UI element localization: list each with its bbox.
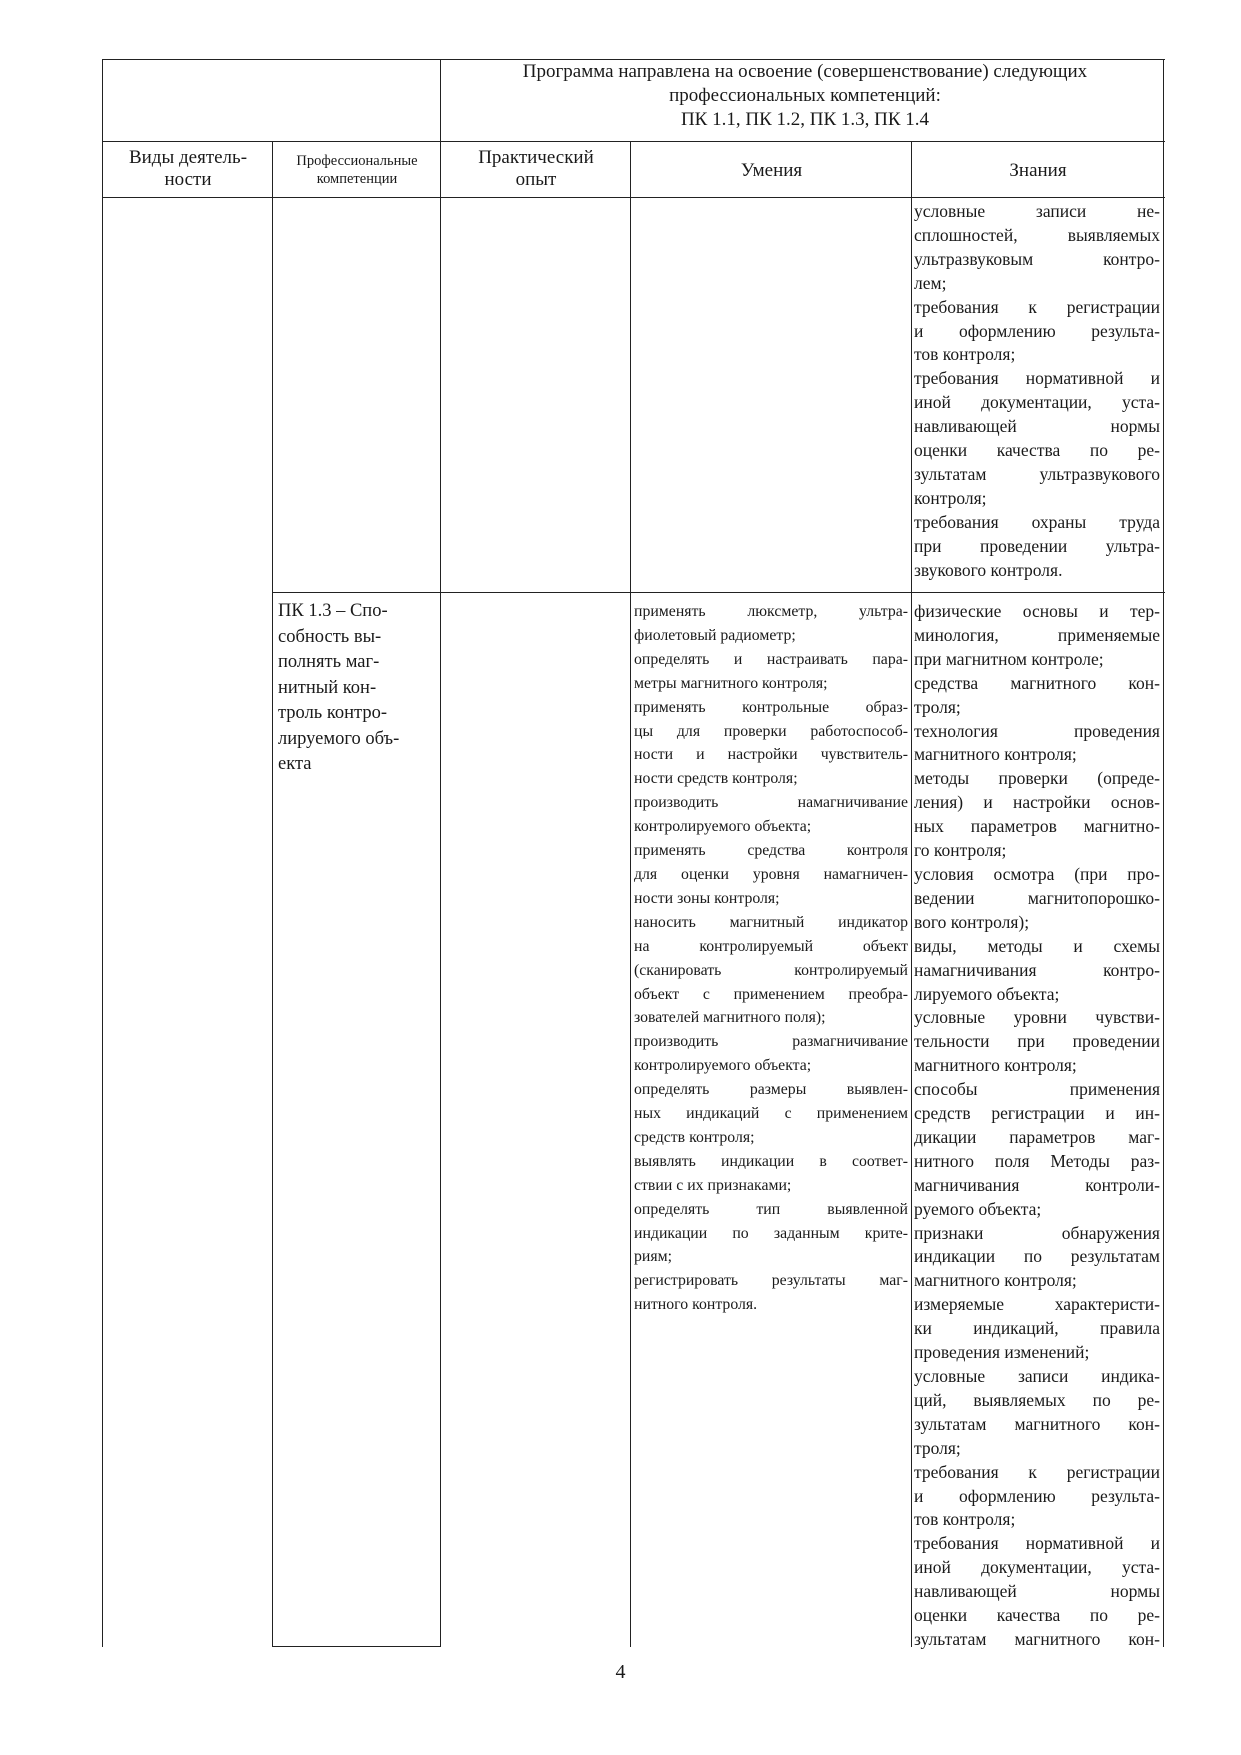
row1-knowledge-line: сплошностей, выявляемых [914, 224, 1160, 245]
row2-skills-line: ности средств контроля; [634, 770, 798, 788]
row2-knowledge-line: троля; [914, 1437, 961, 1458]
row2-knowledge-line: зультатам магнитного кон- [914, 1413, 1160, 1434]
row2-knowledge-line: руемого объекта; [914, 1198, 1042, 1219]
row1-knowledge-line: при проведении ультра- [914, 535, 1160, 556]
row2-knowledge-line: дикации параметров маг- [914, 1126, 1160, 1147]
col-divider-knowledge [911, 141, 912, 1647]
row2-skills-line: выявлять индикации в соответ- [634, 1152, 908, 1170]
row2-competence-line: лируемого объ- [278, 728, 400, 749]
row2-knowledge-line: вого контроля); [914, 911, 1030, 932]
row2-knowledge-line: способы применения [914, 1079, 1160, 1100]
row2-knowledge-line: при магнитном контроле; [914, 648, 1104, 669]
row2-skills-line: зователей магнитного поля); [634, 1009, 826, 1027]
table-right-border [1163, 59, 1164, 1647]
row2-skills-line: объект с применением преобра- [634, 985, 908, 1003]
row2-skills-line: ных индикаций с применением [634, 1105, 908, 1123]
col-divider-competence [272, 141, 273, 1647]
row2-knowledge-line: магнитного контроля; [914, 1270, 1077, 1291]
row2-knowledge-line: магнитного контроля; [914, 744, 1077, 765]
program-line-3: ПК 1.1, ПК 1.2, ПК 1.3, ПК 1.4 [680, 109, 930, 130]
row2-knowledge-line: требования нормативной и [914, 1533, 1160, 1554]
row2-skills-line: ности зоны контроля; [634, 889, 780, 907]
row2-knowledge-line: методы проверки (опреде- [914, 768, 1160, 789]
program-header [445, 60, 1165, 132]
row2-knowledge-line: го контроля; [914, 840, 1007, 861]
row2-skills-line: средств контроля; [634, 1128, 755, 1146]
row2-knowledge-line: требования к регистрации [914, 1461, 1160, 1482]
row2-knowledge-line: минология, применяемые [914, 624, 1160, 645]
row1-knowledge-line: требования охраны труда [914, 511, 1160, 532]
row2-knowledge-line: нитного поля Методы раз- [914, 1150, 1160, 1171]
row2-knowledge-line: ных параметров магнитно- [914, 816, 1160, 837]
row2-skills-line: цы для проверки работоспособ- [634, 722, 908, 740]
row2-knowledge-line: ления) и настройки основ- [914, 792, 1160, 813]
row2-knowledge-line: средства магнитного кон- [914, 672, 1160, 693]
row2-knowledge-line: навливающей нормы [914, 1581, 1160, 1602]
row2-knowledge-line: ведении магнитопорошко- [914, 887, 1160, 908]
program-line-1: Программа направлена на освоение (совершенствование) следующих [522, 61, 1088, 82]
row1-knowledge-line: лем; [914, 272, 947, 293]
header-divider-2 [102, 197, 1165, 198]
row1-knowledge-line: требования нормативной и [914, 368, 1160, 389]
row2-knowledge-line: условные записи индика- [914, 1366, 1160, 1386]
row2-knowledge-line: троля; [914, 696, 961, 717]
row2-skills-line: ствии с их признаками; [634, 1176, 792, 1194]
row1-knowledge-line: иной документации, уста- [914, 392, 1160, 413]
row2-knowledge-line: тельности при проведении [914, 1031, 1160, 1052]
row2-knowledge-cell [914, 600, 1160, 1652]
row2-skills-line: индикации по заданным крите- [634, 1224, 908, 1242]
header-divider-1 [102, 141, 1165, 142]
row2-knowledge-line: средств регистрации и ин- [914, 1103, 1160, 1124]
row2-knowledge-line: намагничивания контро- [914, 959, 1160, 980]
row1-knowledge-line: ультразвуковым контро- [914, 248, 1160, 269]
row2-knowledge-line: физические основы и тер- [914, 601, 1160, 621]
row2-knowledge-line: условные уровни чувстви- [914, 1007, 1160, 1028]
row1-knowledge-line: условные записи не- [914, 201, 1160, 221]
row1-knowledge-line: требования к регистрации [914, 296, 1160, 317]
row2-skills-line: нитного контроля. [634, 1296, 758, 1314]
row2-knowledge-line: и оформлению результа- [914, 1485, 1160, 1506]
row2-skills-line: производить размагничивание [634, 1033, 908, 1051]
row2-competence-line: собность вы- [278, 626, 382, 647]
row1-knowledge-line: контроля; [914, 487, 987, 508]
row2-knowledge-line: оценки качества по ре- [914, 1605, 1160, 1626]
row2-competence-line: троль контро- [278, 703, 388, 723]
row2-knowledge-line: магничивания контроли- [914, 1174, 1160, 1195]
row2-knowledge-line: технология проведения [914, 720, 1160, 741]
row2-knowledge-line: индикации по результатам [914, 1246, 1160, 1267]
row2-knowledge-line: признаки обнаружения [914, 1222, 1160, 1243]
row2-knowledge-line: магнитного контроля; [914, 1055, 1077, 1076]
row2-knowledge-line: условия осмотра (при про- [914, 863, 1160, 884]
col-divider-skills [630, 141, 631, 1647]
row2-skills-line: определять размеры выявлен- [634, 1081, 908, 1099]
row-divider [272, 592, 1165, 593]
col-header-competence: Профессиональные компетенции [296, 153, 418, 187]
row2-skills-line: на контролируемый объект [634, 937, 908, 955]
row1-knowledge-line: зультатам ультразвукового [914, 463, 1160, 484]
row2-skills-line: метры магнитного контроля; [634, 674, 828, 692]
row2-skills-line: применять люксметр, ультра- [634, 603, 908, 620]
col-divider-practice [440, 59, 441, 1647]
row2-skills-line: применять средства контроля [634, 842, 908, 860]
col-header-knowledge: Знания [1009, 160, 1067, 181]
row1-knowledge-cell [914, 200, 1160, 583]
row2-skills-line: наносить магнитный индикатор [634, 913, 908, 931]
row2-knowledge-line: ций, выявляемых по ре- [914, 1389, 1160, 1410]
row2-knowledge-line: иной документации, уста- [914, 1557, 1160, 1578]
row2-competence-line: екта [278, 754, 312, 774]
row2-skills-line: риям; [634, 1248, 673, 1266]
row2-competence-line: ПК 1.3 – Спо- [278, 601, 388, 621]
row1-knowledge-line: звукового контроля. [914, 559, 1063, 580]
col-header-activity: Виды деятель- ности [128, 147, 248, 190]
row2-skills-line: контролируемого объекта; [634, 818, 812, 836]
row1-knowledge-line: оценки качества по ре- [914, 440, 1160, 461]
table-left-border [102, 59, 103, 1647]
row2-skills-line: (сканировать контролируемый [634, 961, 908, 979]
row2-skills-line: регистрировать результаты маг- [634, 1272, 908, 1290]
row2-skills-line: контролируемого объекта; [634, 1057, 812, 1075]
program-line-2: профессиональных компетенций: [669, 85, 941, 106]
row2-competence-cell [278, 599, 438, 778]
competence-bottom-border [272, 1646, 440, 1647]
row2-knowledge-line: ки индикаций, правила [914, 1318, 1160, 1339]
row2-skills-line: применять контрольные образ- [634, 698, 908, 716]
row2-skills-line: для оценки уровня намагничен- [634, 865, 908, 883]
row2-knowledge-line: тов контроля; [914, 1509, 1016, 1530]
row1-knowledge-line: и оформлению результа- [914, 320, 1160, 341]
row2-skills-line: фиолетовый радиометр; [634, 626, 796, 644]
row2-skills-cell [634, 600, 908, 1317]
row2-knowledge-line: зультатам магнитного кон- [914, 1628, 1160, 1649]
page-number: 4 [615, 1661, 626, 1683]
row2-knowledge-line: виды, методы и схемы [914, 935, 1160, 956]
row2-knowledge-line: проведения изменений; [914, 1342, 1090, 1363]
row2-knowledge-line: лируемого объекта; [914, 983, 1060, 1004]
row1-knowledge-line: тов контроля; [914, 344, 1016, 365]
row2-skills-line: определять и настраивать пара- [634, 650, 908, 668]
row2-competence-line: полнять маг- [278, 652, 380, 672]
row1-knowledge-line: навливающей нормы [914, 416, 1160, 437]
col-header-skills: Умения [740, 160, 803, 181]
row2-skills-line: производить намагничивание [634, 794, 908, 812]
row2-knowledge-line: измеряемые характеристи- [914, 1294, 1160, 1315]
row2-skills-line: определять тип выявленной [634, 1200, 908, 1218]
row2-skills-line: ности и настройки чувствитель- [634, 746, 908, 764]
row2-competence-line: нитный кон- [278, 677, 377, 698]
col-header-practice: Практический опыт [478, 147, 594, 190]
